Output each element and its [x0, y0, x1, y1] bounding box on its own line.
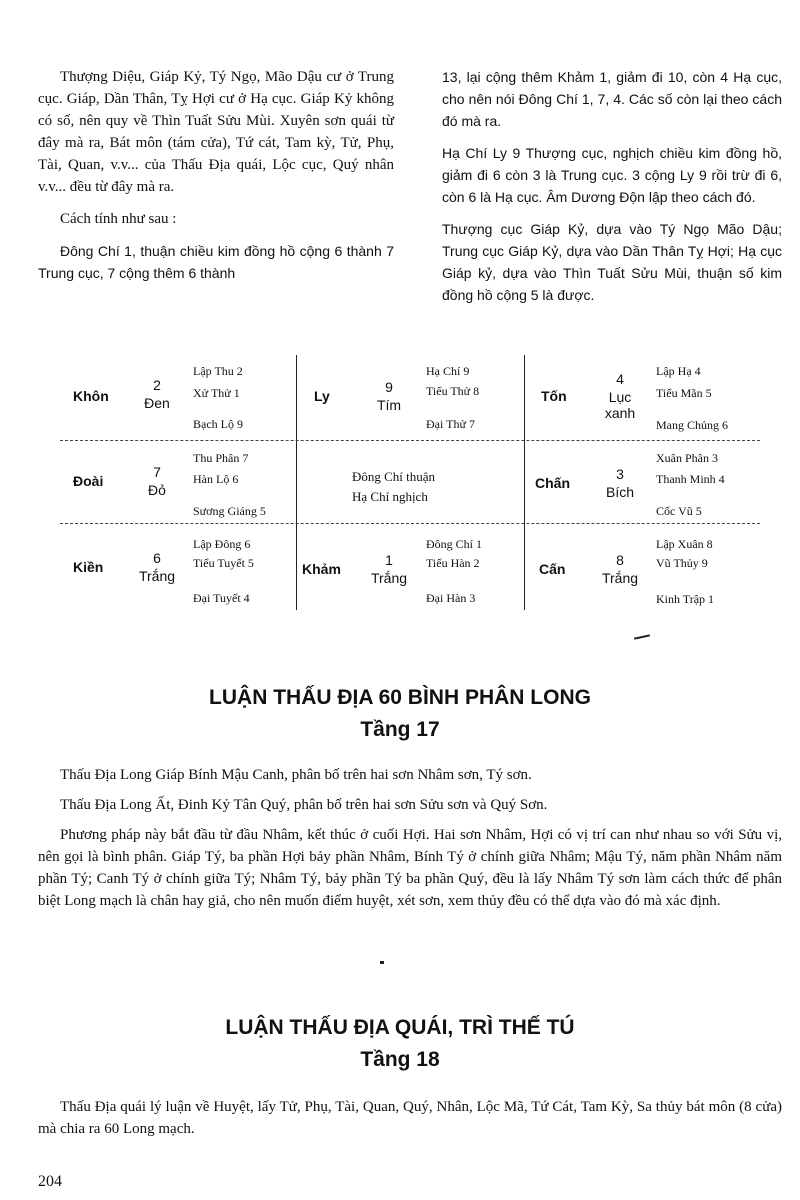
page-number: 204 — [38, 1173, 62, 1190]
palace-doai-name: Đoài — [73, 473, 104, 489]
right-paragraph-2: Hạ Chí Ly 9 Thượng cục, nghịch chiều kim đồng hồ, giảm đi 6 còn 3 là Trung cục. 3 cộng Ly 9 rồi trừ đi 6, còn 6 là Hạ cục. Âm Dương Độn lập theo cách đó. — [442, 145, 782, 205]
left-paragraph-3: Đông Chí 1, thuận chiều kim đồng hồ cộng 6 thành 7 Trung cục, 7 cộng thêm 6 thành — [38, 243, 394, 281]
palace-kien-term-3: Đại Tuyết 4 — [193, 591, 250, 605]
palace-khon-color: Đen — [144, 395, 170, 411]
section-17-paragraph-2: Thấu Địa Long Ất, Đinh Kỷ Tân Quý, phân bố trên hai sơn Sửu sơn và Quý Sơn. — [60, 797, 548, 813]
palace-kham-term-2: Tiểu Hàn 2 — [426, 556, 480, 570]
palace-chan-name: Chấn — [535, 475, 570, 491]
left-paragraph-2: Cách tính như sau : — [60, 211, 177, 227]
palace-ton-term-2: Tiểu Mãn 5 — [656, 386, 712, 400]
right-column — [442, 66, 782, 316]
palace-doai-term-1: Thu Phân 7 — [193, 451, 249, 465]
right-paragraph-3: Thượng cục Giáp Kỷ, dựa vào Tý Ngọ Mão Dậu; Trung cục Giáp Kỷ, dựa vào Dần Thân Tỵ Hợi; Hạ cục Giáp kỷ, dựa vào Thìn Tuất Sửu Mùi, thuận số kim đồng hồ cộng 5 là được. — [442, 221, 782, 303]
palace-ton-number: 4 — [616, 371, 624, 387]
palace-doai-term-3: Sương Giáng 5 — [193, 504, 266, 518]
palace-doai-number: 7 — [153, 464, 161, 480]
palace-ly-term-2: Tiểu Thử 8 — [426, 384, 480, 398]
palace-khon-number: 2 — [153, 377, 161, 393]
section-17-paragraph-1: Thấu Địa Long Giáp Bính Mậu Canh, phân bố trên hai sơn Nhâm sơn, Tý sơn. — [60, 767, 532, 783]
palace-kham-color: Trắng — [370, 570, 408, 586]
palace-doai-color: Đỏ — [148, 482, 166, 498]
palace-kien-term-2: Tiểu Tuyết 5 — [193, 556, 254, 570]
palace-kham-name: Khảm — [302, 561, 341, 577]
section-18-body — [38, 1096, 782, 1148]
palace-kham-term-3: Đại Hàn 3 — [426, 591, 476, 605]
left-paragraph-1: Thượng Diệu, Giáp Kỷ, Tý Ngọ, Mão Dậu cư ở Trung cục. Giáp, Dần Thân, Tỵ Hợi cư ở Hạ cục. Giáp Kỷ không có số, nên quy về Thìn Tuất Sửu Mùi. Xuyên sơn quái từ đây mà ra, Bát môn (tám cửa), Tứ cát, Tam kỳ, Tử, Phụ, Tài, Quan, v.v... của Thấu Địa quái, Lộc cục, Quý nhân v.v... đều từ đây mà ra. — [38, 69, 394, 195]
palace-chan-color: Bích — [605, 484, 634, 500]
palace-can-term-1: Lập Xuân 8 — [656, 537, 713, 551]
palace-kien-number: 6 — [153, 550, 161, 566]
palace-kham-number: 1 — [385, 552, 393, 568]
palace-chan-term-1: Xuân Phân 3 — [656, 451, 718, 465]
section-18-subtitle: Tầng 18 — [360, 1048, 440, 1071]
grid-hline — [60, 440, 760, 441]
palace-ton-term-3: Mang Chủng 6 — [656, 418, 728, 432]
palace-chan-number: 3 — [616, 466, 624, 482]
palace-ly-name: Ly — [314, 388, 330, 404]
left-column — [38, 66, 394, 294]
palace-can-name: Cấn — [539, 561, 566, 577]
palace-chan-term-3: Cốc Vũ 5 — [656, 504, 702, 518]
palace-kien-term-1: Lập Đông 6 — [193, 537, 251, 551]
section-17-paragraph-3: Phương pháp này bắt đầu từ đầu Nhâm, kết thúc ở cuối Hợi. Hai sơn Nhâm, Hợi có vị trí can như nhau so với Sửu vị, nên gọi là bình phân. Giáp Tý, ba phần Hợi bảy phần Nhâm, Bính Tý ở chính giữa Nhâm; Mậu Tý, năm phần Nhâm năm phần Tý; Canh Tý ở chính giữa Tý; Nhâm Tý, bảy phần Tý ba phần Quý, đều là lấy Nhâm Tý sơn làm cách thức để phân biệt Long mạch là chân hay giả, cho nên muốn điểm huyệt, xét sơn, xem thủy đều có thể dựa vào đó mà xác định. — [38, 827, 782, 909]
section-17-title: LUẬN THẤU ĐỊA 60 BÌNH PHÂN LONG — [209, 686, 591, 709]
grid-vline — [296, 355, 297, 610]
palace-kien-color: Trắng — [138, 568, 176, 584]
palace-kien-name: Kiền — [73, 559, 104, 575]
palace-can-term-2: Vũ Thủy 9 — [656, 556, 708, 570]
palace-can-number: 8 — [616, 552, 624, 568]
palace-doai-term-2: Hàn Lộ 6 — [193, 472, 239, 486]
palace-can-color: Trắng — [601, 570, 639, 586]
right-paragraph-1: 13, lại cộng thêm Khảm 1, giảm đi 10, còn 4 Hạ cục, cho nên nói Đông Chí 1, 7, 4. Các số còn lại theo cách đó mà ra. — [442, 69, 782, 129]
palace-khon-name: Khôn — [73, 388, 109, 404]
palace-ton-term-1: Lập Hạ 4 — [656, 364, 701, 378]
grid-vline — [524, 355, 525, 610]
scan-mark — [634, 634, 650, 639]
palace-khon-term-3: Bạch Lộ 9 — [193, 417, 243, 431]
center-note-line-2: Hạ Chí nghịch — [352, 489, 428, 504]
palace-ton-color: Lục xanh — [604, 389, 636, 421]
palace-kham-term-1: Đông Chí 1 — [426, 537, 483, 551]
palace-khon-term-2: Xử Thử 1 — [193, 386, 240, 400]
palace-chan-term-2: Thanh Minh 4 — [656, 472, 725, 486]
palace-ton-name: Tốn — [541, 388, 567, 404]
section-17-body — [38, 764, 782, 920]
palace-khon-term-1: Lập Thu 2 — [193, 364, 243, 378]
palace-ly-term-3: Đại Thử 7 — [426, 417, 475, 431]
palace-can-term-3: Kinh Trập 1 — [656, 592, 715, 606]
section-17-subtitle: Tầng 17 — [360, 718, 440, 741]
palace-ly-color: Tím — [376, 397, 402, 413]
palace-ly-number: 9 — [385, 379, 393, 395]
grid-hline — [60, 523, 760, 524]
section-18-title: LUẬN THẤU ĐỊA QUÁI, TRÌ THẾ TÚ — [225, 1016, 575, 1039]
nine-palace-grid — [60, 355, 760, 625]
section-18-paragraph-1: Thấu Địa quái lý luận về Huyệt, lấy Tử, Phụ, Tài, Quan, Quý, Nhân, Lộc Mã, Tứ Cát, Tam Kỳ, Sa thủy bát môn (8 cửa) mà chia ra 60 Long mạch. — [38, 1099, 782, 1137]
palace-ly-term-1: Hạ Chí 9 — [426, 364, 470, 378]
center-note-line-1: Đông Chí thuận — [352, 469, 436, 484]
scan-mark — [380, 961, 384, 964]
